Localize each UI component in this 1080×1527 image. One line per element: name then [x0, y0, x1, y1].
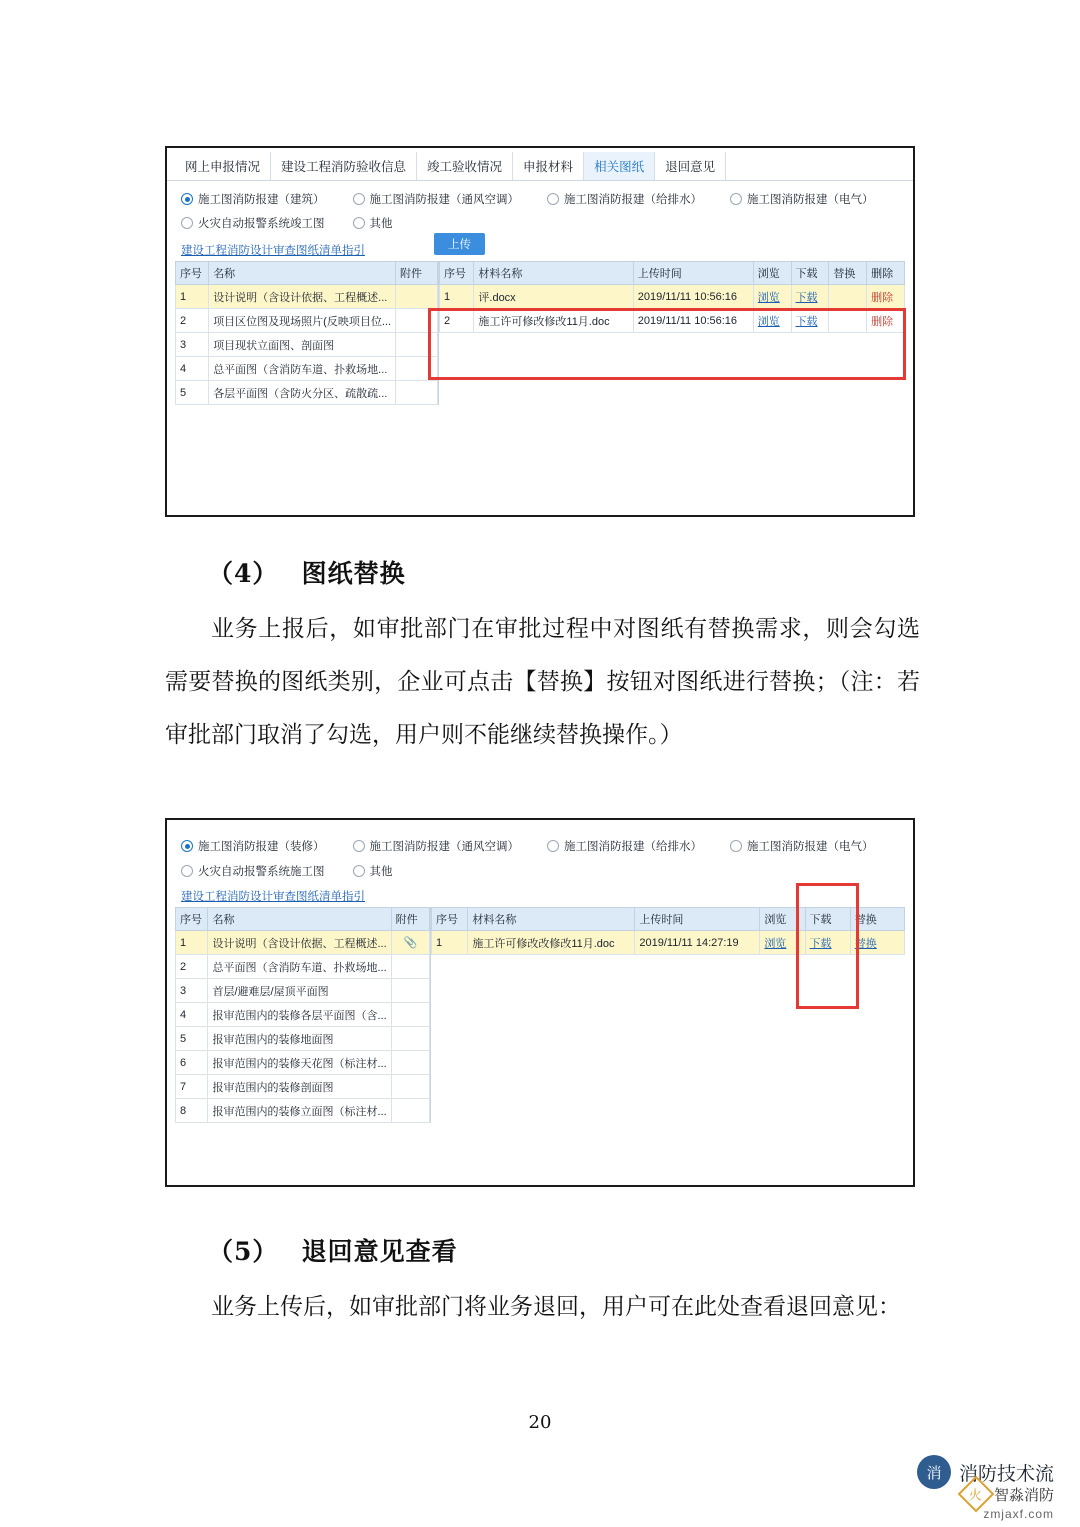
material-list-table — [431, 907, 905, 955]
table-header-row — [176, 908, 430, 931]
cell-no: 8 — [176, 1099, 208, 1123]
table-row[interactable] — [176, 1075, 430, 1099]
cell-no: 1 — [440, 285, 474, 309]
guide-link[interactable]: 建设工程消防设计审查图纸清单指引 — [181, 245, 365, 257]
right-table-wrap — [431, 907, 905, 1123]
radio-option-dianqi[interactable] — [730, 191, 874, 207]
radio-label: 施工图消防报建（电气） — [747, 841, 874, 853]
cell-name: 总平面图（含消防车道、扑救场地... — [209, 357, 396, 381]
cell-name: 项目现状立面图、剖面图 — [209, 333, 396, 357]
radio-option-jipaishui[interactable] — [547, 191, 702, 207]
left-table-wrap — [175, 907, 431, 1123]
radio-icon[interactable] — [730, 840, 742, 852]
radio-icon[interactable] — [547, 193, 559, 205]
table-row[interactable] — [440, 285, 905, 309]
secondary-brand-title: 智淼消防 — [993, 1485, 1054, 1504]
radio-icon[interactable] — [181, 865, 193, 877]
radio-option-qita[interactable] — [353, 863, 393, 879]
cell-attachment[interactable] — [391, 1099, 429, 1123]
radio-option-huozai-baojing-shigong[interactable] — [181, 863, 325, 879]
section-5-paragraph: 业务上传后，如审批部门将业务退回，用户可在此处查看退回意见： — [211, 1294, 901, 1320]
col-name: 名称 — [209, 262, 396, 285]
tab-wangshang-shenbao[interactable]: 网上申报情况 — [175, 152, 271, 180]
cell-name: 设计说明（含设计依据、工程概述... — [208, 931, 391, 955]
delete-link[interactable]: 删除 — [867, 309, 905, 333]
table-row[interactable] — [176, 1099, 430, 1123]
cell-name: 总平面图（含消防车道、扑救场地... — [208, 955, 391, 979]
radio-icon[interactable] — [547, 840, 559, 852]
radio-option-jipaishui[interactable] — [547, 838, 702, 854]
cell-no: 2 — [440, 309, 474, 333]
cell-no: 6 — [176, 1051, 208, 1075]
table-header-row — [176, 262, 438, 285]
radio-label: 施工图消防报建（电气） — [747, 194, 874, 206]
table-header-row — [432, 908, 905, 931]
table-row[interactable] — [176, 333, 438, 357]
brand-badge-icon: 消 — [917, 1455, 951, 1489]
section-5-heading: （5） 退回意见查看 — [208, 1236, 458, 1266]
radio-group-row1 — [181, 189, 913, 209]
table-row[interactable] — [176, 1027, 430, 1051]
radio-label: 施工图消防报建（给排水） — [564, 841, 702, 853]
cell-attachment[interactable] — [396, 357, 438, 381]
cell-attachment[interactable] — [391, 1027, 429, 1051]
col-no: 序号 — [176, 262, 209, 285]
radio-icon[interactable] — [353, 217, 365, 229]
radio-group-row2 — [181, 213, 913, 233]
cell-no: 2 — [176, 309, 209, 333]
brand-text: 消防技术流 — [958, 1462, 1054, 1485]
tab-jungong-yanshou[interactable]: 竣工验收情况 — [417, 152, 513, 180]
cell-no: 1 — [176, 285, 209, 309]
cell-upload-time: 2019/11/11 10:56:16 — [633, 309, 753, 333]
radio-group-row2 — [181, 861, 913, 881]
table-row[interactable] — [176, 979, 430, 1003]
tab-shenbao-cailiao[interactable]: 申报材料 — [513, 152, 584, 180]
radio-label: 火灾自动报警系统竣工图 — [198, 218, 325, 230]
cell-no: 5 — [176, 381, 209, 405]
table-row[interactable] — [440, 309, 905, 333]
cell-attachment[interactable] — [391, 1075, 429, 1099]
col-upload-time: 上传时间 — [635, 908, 760, 931]
table-row[interactable] — [176, 1003, 430, 1027]
cell-upload-time: 2019/11/11 14:27:19 — [635, 931, 760, 955]
radio-label: 其他 — [369, 866, 393, 878]
section-4-paragraph: 业务上报后，如审批部门在审批过程中对图纸有替换需求，则会勾选需要替换的图纸类别，企业可点击【替换】按钮对图纸进行替换；（注：若审批部门取消了勾选，用户则不能继续替换操作。） — [165, 616, 920, 748]
table-row[interactable] — [176, 1051, 430, 1075]
download-link[interactable]: 下载 — [791, 309, 829, 333]
cell-attachment[interactable] — [396, 309, 438, 333]
col-material-name: 材料名称 — [468, 908, 635, 931]
table-row[interactable] — [176, 381, 438, 405]
radio-option-huozai-baojing[interactable] — [181, 215, 325, 231]
radio-icon[interactable] — [353, 840, 365, 852]
cell-attachment[interactable] — [391, 1003, 429, 1027]
guide-link[interactable]: 建设工程消防设计审查图纸清单指引 — [181, 891, 365, 903]
attachment-icon[interactable]: 📎 — [391, 931, 429, 955]
table-row[interactable] — [176, 357, 438, 381]
cell-attachment[interactable] — [391, 979, 429, 1003]
cell-name: 报审范围内的装修剖面图 — [208, 1075, 391, 1099]
tab-xiangguan-tuzhi[interactable]: 相关图纸 — [584, 152, 655, 180]
radio-option-jianzhu[interactable] — [181, 191, 325, 207]
col-attachment: 附件 — [391, 908, 429, 931]
cell-name: 报审范围内的装修天花图（标注材... — [208, 1051, 391, 1075]
table-row[interactable] — [176, 931, 430, 955]
screenshot-tuzhi-tihuan — [165, 818, 915, 1187]
cell-name: 首层/避难层/屋顶平面图 — [208, 979, 391, 1003]
cell-attachment[interactable] — [391, 1051, 429, 1075]
material-list-table — [439, 261, 905, 333]
radio-icon[interactable] — [181, 217, 193, 229]
col-no: 序号 — [432, 908, 468, 931]
replace-link[interactable] — [829, 285, 867, 309]
tab-bar — [167, 148, 913, 181]
cell-name: 报审范围内的装修地面图 — [208, 1027, 391, 1051]
radio-label: 施工图消防报建（通风空调） — [369, 841, 519, 853]
drawing-list-table — [175, 261, 438, 405]
cell-no: 5 — [176, 1027, 208, 1051]
upload-button[interactable]: 上传 — [434, 233, 485, 255]
radio-label: 施工图消防报建（给排水） — [564, 194, 702, 206]
cell-name: 项目区位图及现场照片(反映项目位... — [209, 309, 396, 333]
secondary-brand-url: zmjaxf.com — [983, 1507, 1054, 1521]
delete-link[interactable]: 删除 — [867, 285, 905, 309]
col-material-name: 材料名称 — [474, 262, 633, 285]
cell-upload-time: 2019/11/11 10:56:16 — [633, 285, 753, 309]
section-4-heading: （4） 图纸替换 — [208, 558, 406, 588]
cell-no: 1 — [176, 931, 208, 955]
view-link[interactable]: 浏览 — [753, 309, 791, 333]
cell-no: 3 — [176, 333, 209, 357]
tab-jianshe-gongcheng[interactable]: 建设工程消防验收信息 — [271, 152, 417, 180]
table-row[interactable] — [176, 955, 430, 979]
cell-name: 设计说明（含设计依据、工程概述... — [209, 285, 396, 309]
radio-icon[interactable] — [181, 193, 193, 205]
view-link[interactable]: 浏览 — [753, 285, 791, 309]
radio-group-row1 — [181, 836, 913, 856]
cell-material-name: 施工许可修改改修改11月.doc — [468, 931, 635, 955]
col-view: 浏览 — [760, 908, 805, 931]
cell-no: 4 — [176, 1003, 208, 1027]
view-link[interactable]: 浏览 — [760, 931, 805, 955]
right-table-wrap — [439, 261, 905, 333]
col-no: 序号 — [176, 908, 208, 931]
col-attachment: 附件 — [396, 262, 438, 285]
cell-attachment[interactable] — [396, 381, 438, 405]
table-row[interactable] — [176, 285, 438, 309]
cell-name: 报审范围内的装修立面图（标注材... — [208, 1099, 391, 1123]
col-delete: 删除 — [867, 262, 905, 285]
col-upload-time: 上传时间 — [633, 262, 753, 285]
fire-glyph: 火 — [969, 1487, 983, 1503]
radio-label: 施工图消防报建（装修） — [198, 841, 325, 853]
cell-no: 7 — [176, 1075, 208, 1099]
cell-attachment[interactable] — [391, 955, 429, 979]
col-download: 下载 — [805, 908, 850, 931]
table-header-row — [440, 262, 905, 285]
cell-material-name: 施工许可修改修改11月.doc — [474, 309, 633, 333]
cell-attachment[interactable] — [396, 333, 438, 357]
radio-option-tongfeng[interactable] — [353, 191, 520, 207]
replace-link[interactable] — [829, 309, 867, 333]
cell-no: 3 — [176, 979, 208, 1003]
replace-link[interactable]: 替换 — [850, 931, 904, 955]
cell-name: 各层平面图（含防火分区、疏散疏... — [209, 381, 396, 405]
table-row[interactable] — [432, 931, 905, 955]
drawing-list-table — [175, 907, 430, 1123]
table-row[interactable] — [176, 309, 438, 333]
col-view: 浏览 — [753, 262, 791, 285]
watermark-secondary — [963, 1481, 1054, 1521]
cell-no: 4 — [176, 357, 209, 381]
radio-option-zhuangxiu[interactable] — [181, 838, 325, 854]
download-link[interactable]: 下载 — [805, 931, 850, 955]
radio-option-dianqi[interactable] — [730, 838, 874, 854]
radio-label: 火灾自动报警系统施工图 — [198, 866, 325, 878]
tables-wrap — [175, 907, 905, 1123]
screenshot-xiangguan-tuzhi — [165, 146, 915, 517]
radio-icon[interactable] — [730, 193, 742, 205]
radio-icon[interactable] — [181, 840, 193, 852]
cell-material-name: 评.docx — [474, 285, 633, 309]
tab-tuihui-yijian[interactable]: 退回意见 — [655, 152, 726, 180]
cell-attachment[interactable] — [396, 285, 438, 309]
radio-icon[interactable] — [353, 193, 365, 205]
radio-label: 施工图消防报建（通风空调） — [369, 194, 519, 206]
radio-option-qita[interactable] — [353, 215, 393, 231]
download-link[interactable]: 下载 — [791, 285, 829, 309]
radio-label: 其他 — [369, 218, 393, 230]
page-number: 20 — [528, 1412, 552, 1433]
col-no: 序号 — [440, 262, 474, 285]
radio-option-tongfeng[interactable] — [353, 838, 520, 854]
col-name: 名称 — [208, 908, 391, 931]
left-table-wrap — [175, 261, 439, 405]
cell-no: 2 — [176, 955, 208, 979]
col-replace: 替换 — [850, 908, 904, 931]
col-replace: 替换 — [829, 262, 867, 285]
cell-name: 报审范围内的装修各层平面图（含... — [208, 1003, 391, 1027]
radio-label: 施工图消防报建（建筑） — [198, 194, 325, 206]
col-download: 下载 — [791, 262, 829, 285]
cell-no: 1 — [432, 931, 468, 955]
radio-icon[interactable] — [353, 865, 365, 877]
